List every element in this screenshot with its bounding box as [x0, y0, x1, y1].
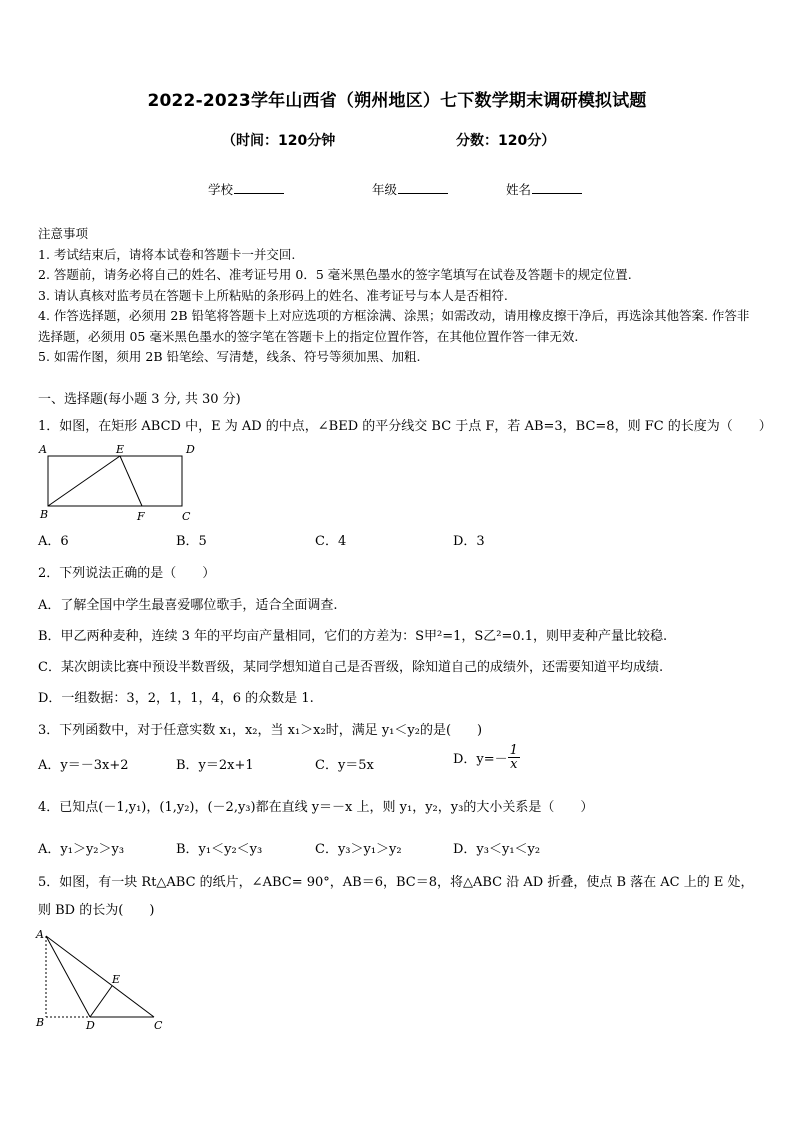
name-field: [506, 180, 582, 198]
q1-option-b: B．5: [176, 534, 207, 549]
q5-triangle-figure: [32, 926, 172, 1034]
q1-stem: 1．如图，在矩形 ABCD 中，E 为 AD 的中点，∠BED 的平分线交 BC 于点 F，若 AB=3，BC=8，则 FC 的长度为（ ）: [38, 419, 772, 434]
label-b: B: [40, 508, 49, 521]
grade-label: 年级: [372, 182, 398, 197]
q4-option-d: D．y₃＜y₁＜y₂: [453, 842, 541, 857]
q4-option-a: A．y₁＞y₂＞y₃: [38, 842, 125, 857]
page-title: 2022-2023学年山西省（朔州地区）七下数学期末调研模拟试题: [147, 91, 647, 111]
q2-option-a: A．了解全国中学生最喜爱哪位歌手，适合全面调查.: [38, 598, 338, 613]
label-c: C: [182, 510, 191, 523]
name-label: 姓名: [506, 182, 532, 197]
q1-option-c: C．4: [315, 534, 347, 549]
notes-item: 2. 答题前，请务必将自己的姓名、准考证号用 0．5 毫米黑色墨水的签字笔填写在试卷及答题卡的规定位置.: [38, 267, 632, 282]
q3-option-c: C．y＝5x: [315, 758, 374, 773]
section-heading: 一、选择题(每小题 3 分, 共 30 分): [38, 392, 241, 407]
q4-option-b: B．y₁＜y₂＜y₃: [176, 842, 263, 857]
notes-heading: 注意事项: [38, 226, 89, 241]
rect-abcd: [48, 456, 182, 506]
grade-field: [372, 180, 448, 198]
grade-blank: [398, 181, 448, 194]
fraction-numerator: 1: [509, 743, 518, 758]
q2-option-c: C．某次朗读比赛中预设半数晋级，某同学想知道自己是否晋级，除知道自己的成绩外，还需要知道平均成绩.: [38, 660, 664, 675]
label-a: A: [36, 928, 44, 941]
q1-option-d: D．3: [453, 534, 485, 549]
notes-item: 5. 如需作图，须用 2B 铅笔绘、写清楚，线条、符号等须加黑、加粗.: [38, 349, 421, 364]
label-b: B: [36, 1016, 45, 1029]
label-f: F: [137, 510, 145, 523]
segment-de: [90, 986, 112, 1017]
notes-block: [38, 224, 758, 368]
label-d: D: [186, 443, 195, 456]
notes-item: 1. 考试结束后，请将本试卷和答题卡一并交回.: [38, 246, 296, 262]
segment-ac: [46, 936, 154, 1017]
fraction-denominator: x: [510, 757, 518, 772]
q1-rectangle-figure: [36, 440, 206, 524]
q4-stem: 4．已知点(－1,y₁)，(1,y₂)，(－2,y₃)都在直线 y＝－x 上，则 y₁，y₂，y₃的大小关系是（ ）: [38, 800, 594, 815]
q2-option-b: B．甲乙两种麦种，连续 3 年的平均亩产量相同，它们的方差为：S甲²=1，S乙²=0.1，则甲麦种产量比较稳.: [38, 629, 668, 644]
q3-option-d: [453, 744, 520, 771]
segment-ef: [120, 456, 142, 506]
label-a: A: [39, 443, 47, 456]
q3-fraction: [508, 744, 520, 771]
segment-be: [48, 456, 120, 506]
q2-stem: 2．下列说法正确的是（ ）: [38, 566, 216, 581]
name-blank: [532, 181, 582, 194]
segment-ad: [46, 936, 90, 1017]
q4-option-c: C．y₃＞y₁＞y₂: [315, 842, 402, 857]
school-label: 学校: [208, 182, 234, 197]
label-e: E: [112, 973, 121, 986]
notes-item: 3. 请认真核对监考员在答题卡上所粘贴的条形码上的姓名、准考证号与本人是否相符.: [38, 287, 508, 303]
exam-time: （时间：120分钟: [222, 133, 336, 149]
q3-option-b: B．y＝2x+1: [176, 758, 254, 773]
label-c: C: [154, 1019, 163, 1032]
q3-option-a: A．y＝－3x+2: [38, 758, 129, 773]
q2-option-d: D．一组数据：3，2，1，1，4，6 的众数是 1.: [38, 691, 314, 706]
q1-option-a: A．6: [38, 534, 69, 549]
exam-score: 分数：120分）: [456, 133, 556, 149]
q5-stem: 5．如图，有一块 Rt△ABC 的纸片，∠ABC= 90°，AB＝6，BC＝8，将△ABC 沿 AD 折叠，使点 B 落在 AC 上的 E 处，则 BD 的长为( ): [38, 875, 754, 918]
q3-stem: 3．下列函数中，对于任意实数 x₁，x₂，当 x₁＞x₂时，满足 y₁＜y₂的是( ): [38, 723, 483, 738]
school-blank: [234, 181, 284, 194]
label-e: E: [116, 443, 125, 456]
school-field: [208, 180, 284, 198]
label-d: D: [86, 1019, 95, 1032]
notes-item: 4. 作答选择题，必须用 2B 铅笔将答题卡上对应选项的方框涂满、涂黑；如需改动，请用橡皮擦干净后，再选涂其他答案. 作答非选择题，必须用 05 毫米黑色墨水的签字笔在答题卡上的指定位置作答，在其他位置作答一律无效.: [38, 308, 750, 344]
q3-option-d-text: D．y=－: [453, 752, 508, 767]
